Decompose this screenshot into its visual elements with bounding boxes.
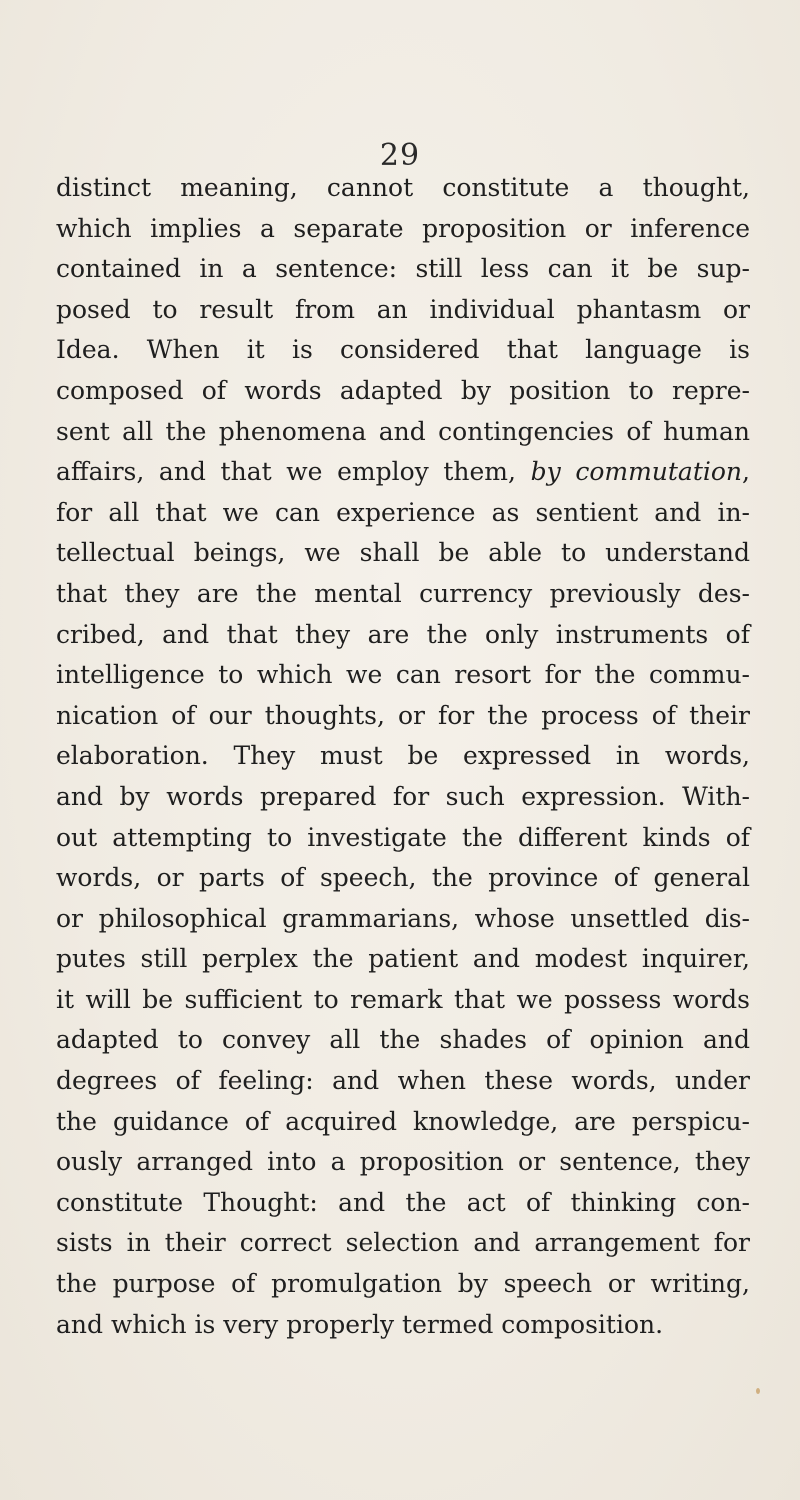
text-line: distinct meaning, cannot constitute a thought, xyxy=(56,173,750,202)
text-line: or philosophical grammarians, whose unsettled dis- xyxy=(56,903,750,933)
text-line: tellectual beings, we shall be able to understand xyxy=(56,538,750,568)
text-line: constitute Thought: and the act of thinking con- xyxy=(56,1187,750,1217)
body-text xyxy=(56,168,750,1345)
text-line: adapted to convey all the shades of opinion and xyxy=(56,1025,750,1055)
text-line: sists in their correct selection and arrangement for xyxy=(56,1228,750,1258)
page-number: 29 xyxy=(379,138,421,173)
text-line: it will be sufficient to remark that we possess words xyxy=(56,984,750,1014)
paper-speck xyxy=(756,1388,760,1394)
text-line: that they are the mental currency previously des- xyxy=(56,578,750,608)
text-line: nication of our thoughts, or for the process of their xyxy=(56,700,750,730)
text-line: the guidance of acquired knowledge, are perspicu- xyxy=(56,1106,750,1136)
text-line: and by words prepared for such expression. With- xyxy=(56,781,750,811)
text-line: which implies a separate proposition or inference xyxy=(56,213,750,243)
text-line: posed to result from an individual phantasm or xyxy=(56,294,750,324)
text-line: composed of words adapted by position to repre- xyxy=(56,375,750,405)
italic-phrase: by commutation xyxy=(530,457,743,487)
text-line: elaboration. They must be expressed in words, xyxy=(56,741,750,771)
text-line: the purpose of promulgation by speech or writing, xyxy=(56,1269,750,1299)
text-line: affairs, and that we employ them, by commutation, xyxy=(56,457,750,487)
text-line: and which is very properly termed composition. xyxy=(56,1309,664,1339)
text-line: for all that we can experience as sentient and in- xyxy=(56,497,750,527)
text-line: words, or parts of speech, the province of general xyxy=(56,863,750,893)
text-line: ously arranged into a proposition or sentence, they xyxy=(56,1147,750,1177)
text-line: cribed, and that they are the only instruments of xyxy=(56,619,750,649)
text-line: degrees of feeling: and when these words, under xyxy=(56,1066,750,1096)
text-line: sent all the phenomena and contingencies of human xyxy=(56,416,750,446)
text-line: intelligence to which we can resort for the commu- xyxy=(56,660,750,690)
text-line: Idea. When it is considered that language is xyxy=(56,335,750,365)
text-line: putes still perplex the patient and modest inquirer, xyxy=(56,944,750,974)
text-line: out attempting to investigate the different kinds of xyxy=(56,822,750,852)
text-line: contained in a sentence: still less can it be sup- xyxy=(56,254,750,284)
